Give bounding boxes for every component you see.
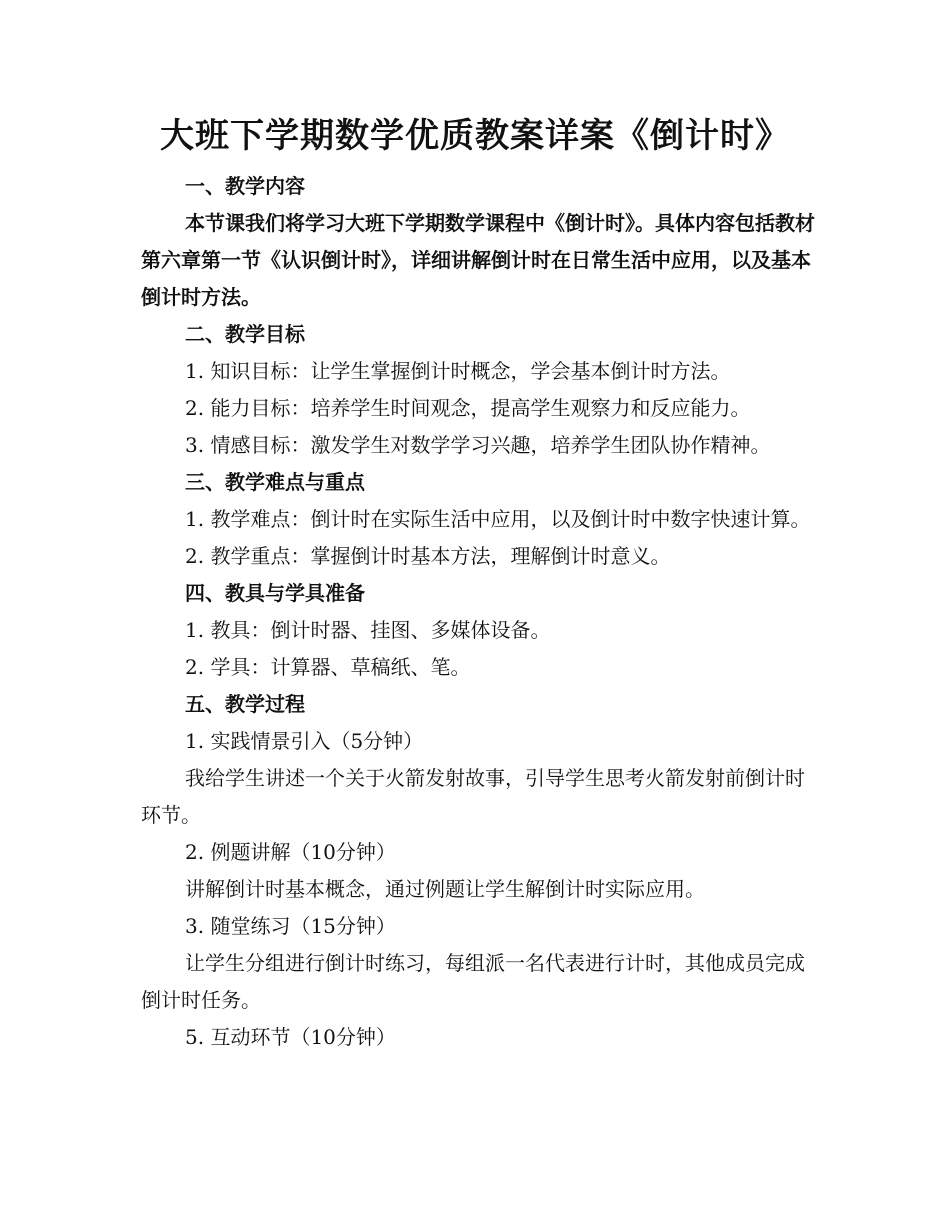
key-point-item: 2. 教学重点：掌握倒计时基本方法，理解倒计时意义。 [185,544,671,568]
difficulty-item: 1. 教学难点：倒计时在实际生活中应用，以及倒计时中数字快速计算。 [185,507,811,531]
material-item: 2. 学具：计算器、草稿纸、笔。 [185,655,471,679]
section-heading-objectives: 二、教学目标 [185,322,305,346]
section-heading-process: 五、教学过程 [185,692,305,716]
material-item: 1. 教具：倒计时器、挂图、多媒体设备。 [185,618,551,642]
content-paragraph: 本节课我们将学习大班下学期数学课程中《倒计时》。具体内容包括教材第六章第一节《认识倒计时》，详细讲解倒计时在日常生活中应用，以及基本倒计时方法。 [141,211,815,309]
process-step-title: 2. 例题讲解（10分钟） [185,840,396,864]
process-step-title: 5. 互动环节（10分钟） [185,1025,396,1049]
section-heading-materials: 四、教具与学具准备 [185,581,365,605]
objective-item: 2. 能力目标：培养学生时间观念，提高学生观察力和反应能力。 [185,396,751,420]
document-title: 大班下学期数学优质教案详案《倒计时》 [160,116,790,156]
process-step-text: 我给学生讲述一个关于火箭发射故事，引导学生思考火箭发射前倒计时环节。 [141,766,805,827]
section-heading-content: 一、教学内容 [185,174,305,198]
document-body [141,168,821,1056]
objective-item: 3. 情感目标：激发学生对数学学习兴趣，培养学生团队协作精神。 [185,433,771,457]
process-step-title: 1. 实践情景引入（5分钟） [185,729,424,753]
process-step-text: 让学生分组进行倒计时练习，每组派一名代表进行计时，其他成员完成倒计时任务。 [141,951,805,1012]
objective-item: 1. 知识目标：让学生掌握倒计时概念，学会基本倒计时方法。 [185,359,731,383]
process-step-text: 讲解倒计时基本概念，通过例题让学生解倒计时实际应用。 [185,877,705,901]
process-step-title: 3. 随堂练习（15分钟） [185,914,396,938]
section-heading-difficulties: 三、教学难点与重点 [185,470,365,494]
